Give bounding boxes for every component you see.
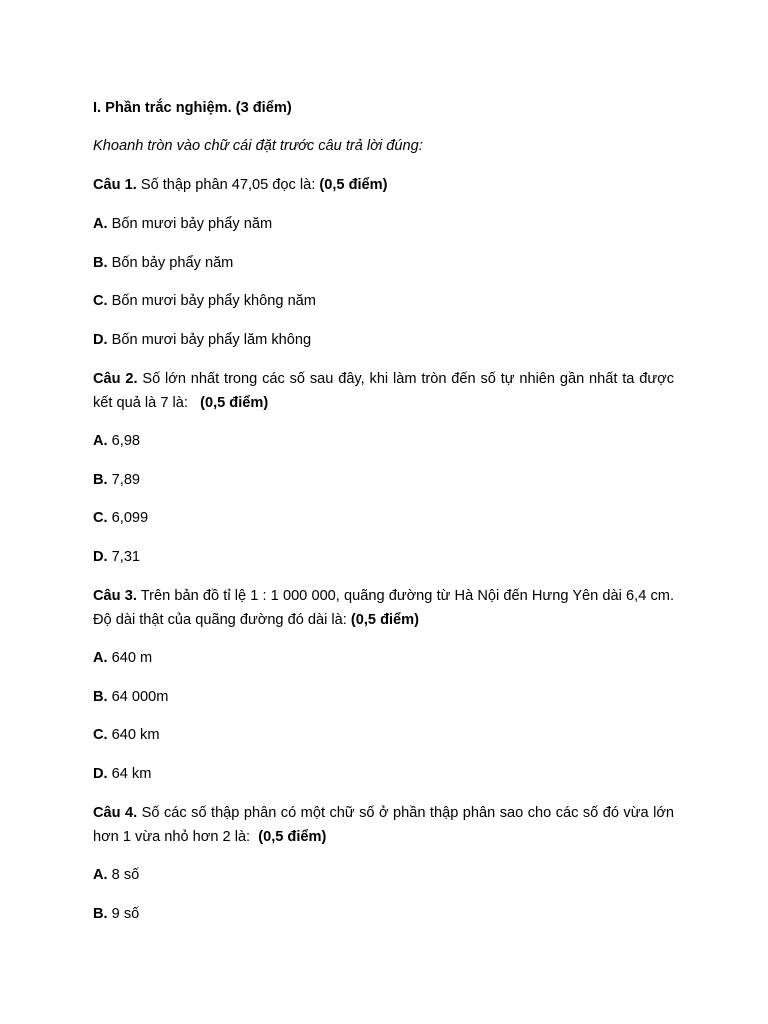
question-label: Câu 2. [93,371,138,387]
question-2 [93,367,679,415]
option-letter: D. [93,766,108,782]
question-points: (0,5 điểm) [200,395,269,411]
question-3 [93,584,674,632]
option-letter: B. [93,689,108,705]
question-text: Số thập phân 47,05 đọc là: [136,177,320,193]
option-letter: B. [93,472,108,488]
option-letter: A. [93,216,108,232]
q1-option-b [93,251,674,275]
option-letter: A. [93,650,108,666]
q3-option-c [93,723,674,747]
option-letter: B. [93,255,108,271]
section-title: I. Phần trắc nghiệm. (3 điểm) [93,100,292,116]
option-text: 9 số [107,906,140,922]
question-text: Trên bản đồ tỉ lệ 1 : 1 000 000, quãng đường từ Hà Nội đến Hưng Yên dài 6,4 cm. Độ dài thật của quãng đường đó dài là: [93,588,674,628]
question-points: (0,5 điểm) [319,177,388,193]
question-label: Câu 1. [93,177,137,193]
question-points: (0,5 điểm) [258,829,327,845]
option-text: 8 số [107,867,140,883]
option-letter: D. [93,332,108,348]
option-text: 7,89 [107,472,141,488]
option-letter: D. [93,549,108,565]
question-text: Số các số thập phân có một chữ số ở phần thập phân sao cho các số đó vừa lớn hơn 1 vừa nhỏ hơn 2 là: [93,805,679,845]
q1-option-c [93,289,674,313]
q3-option-d [93,762,674,786]
option-text: Bốn mươi bảy phẩy năm [107,216,273,232]
question-text: Số lớn nhất trong các số sau đây, khi làm tròn đến số tự nhiên gần nhất ta được kết quả là 7 là: [93,371,679,411]
question-4 [93,801,679,849]
instruction: Khoanh tròn vào chữ cái đặt trước câu trả lời đúng: [93,138,423,154]
option-text: Bốn bảy phẩy năm [107,255,234,271]
q2-option-d [93,545,674,569]
q2-option-c [93,506,674,530]
option-letter: C. [93,293,108,309]
option-letter: A. [93,433,108,449]
option-text: 64 km [107,766,152,782]
option-letter: B. [93,906,108,922]
option-letter: C. [93,510,108,526]
option-text: 6,099 [107,510,149,526]
option-text: 640 km [107,727,160,743]
q3-option-b [93,685,674,709]
option-text: 6,98 [107,433,141,449]
option-text: Bốn mươi bảy phẩy không năm [107,293,316,309]
question-1 [93,173,674,197]
option-text: 64 000m [107,689,169,705]
q2-option-a [93,429,674,453]
option-letter: C. [93,727,108,743]
q4-option-a [93,863,674,887]
option-text: 7,31 [107,549,141,565]
q1-option-a [93,212,674,236]
q1-option-d [93,328,674,352]
question-points: (0,5 điểm) [350,612,420,628]
q3-option-a [93,646,674,670]
option-text: 640 m [107,650,153,666]
option-letter: A. [93,867,108,883]
q4-option-b [93,902,674,926]
question-label: Câu 3. [93,588,137,604]
question-label: Câu 4. [93,805,138,821]
q2-option-b [93,468,674,492]
option-text: Bốn mươi bảy phẩy lăm không [107,332,312,348]
